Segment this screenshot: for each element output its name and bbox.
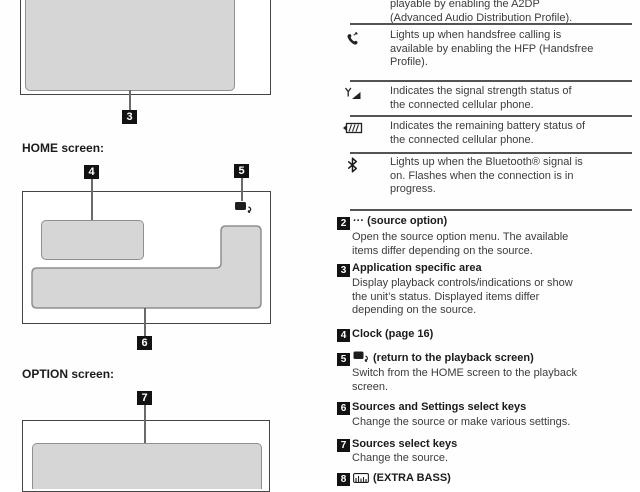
legend-number-2: 2 (337, 217, 350, 230)
return-to-playback-icon (234, 201, 256, 214)
table-divider (350, 115, 632, 117)
option-screen-heading: OPTION screen: (22, 367, 115, 381)
option-sources-area (32, 443, 262, 489)
battery-status-icon (342, 122, 364, 134)
status-row-text: Lights up when the Bluetooth® signal is on. Flashes when the connection is in progress. (390, 156, 583, 195)
status-row-text: Indicates the remaining battery status of the connected cellular phone. (390, 120, 586, 146)
callout-box-5: 5 (234, 164, 249, 178)
callout-line-4 (91, 179, 93, 221)
bluetooth-icon (347, 157, 358, 173)
status-row-text: Lights up when handsfree calling is available by enabling the HFP (Handsfree Profile). (390, 29, 594, 68)
status-row-text: Indicates the signal strength status of the connected cellular phone. (390, 85, 572, 111)
select-keys-area (30, 224, 263, 310)
callout-box-4: 4 (84, 165, 99, 179)
home-screen-heading: HOME screen: (22, 141, 105, 155)
callout-box-7: 7 (137, 391, 152, 405)
legend-title: Clock (page 16) (352, 328, 434, 340)
legend-title: (return to the playback screen) (373, 352, 534, 364)
legend-title: Application specific area (352, 262, 482, 274)
callout-line-7 (144, 405, 146, 447)
legend-title: Sources select keys (352, 438, 458, 450)
legend-number-4: 4 (337, 329, 350, 342)
table-divider (350, 23, 632, 25)
status-row-text: playable by enabling the A2DP (Advanced Audio Distribution Profile). (390, 0, 573, 24)
legend-number-7: 7 (337, 439, 350, 452)
source-option-dots-icon: ··· (353, 215, 364, 227)
legend-number-8: 8 (337, 473, 350, 486)
callout-line-6 (144, 308, 146, 336)
legend-body: Switch from the HOME screen to the playback screen. (352, 367, 577, 393)
callout-line-3 (129, 90, 131, 110)
callout-box-3: 3 (122, 110, 137, 124)
legend-number-6: 6 (337, 402, 350, 415)
legend-body: Display playback controls/indications or show the unit’s status. Displayed items differ depending on the source. (352, 277, 573, 316)
legend-body: Change the source. (352, 452, 449, 464)
legend-number-3: 3 (337, 264, 350, 277)
legend-number-5: 5 (337, 353, 350, 366)
legend-body: Change the source or make various settings. (352, 416, 571, 428)
table-divider (350, 80, 632, 82)
playback-application-area (25, 0, 235, 91)
return-to-playback-icon (353, 351, 371, 364)
signal-strength-icon (344, 87, 362, 100)
handsfree-phone-icon (345, 31, 360, 47)
callout-line-5 (241, 178, 243, 201)
legend-title: (EXTRA BASS) (373, 472, 451, 484)
table-divider (350, 209, 632, 211)
callout-box-6: 6 (137, 336, 152, 350)
legend-title: ··· (source option) (353, 215, 448, 227)
legend-title: Sources and Settings select keys (352, 401, 527, 413)
legend-body: Open the source option menu. The available items differ depending on the source. (352, 231, 569, 257)
table-divider (350, 152, 632, 154)
extra-bass-icon (353, 473, 369, 483)
